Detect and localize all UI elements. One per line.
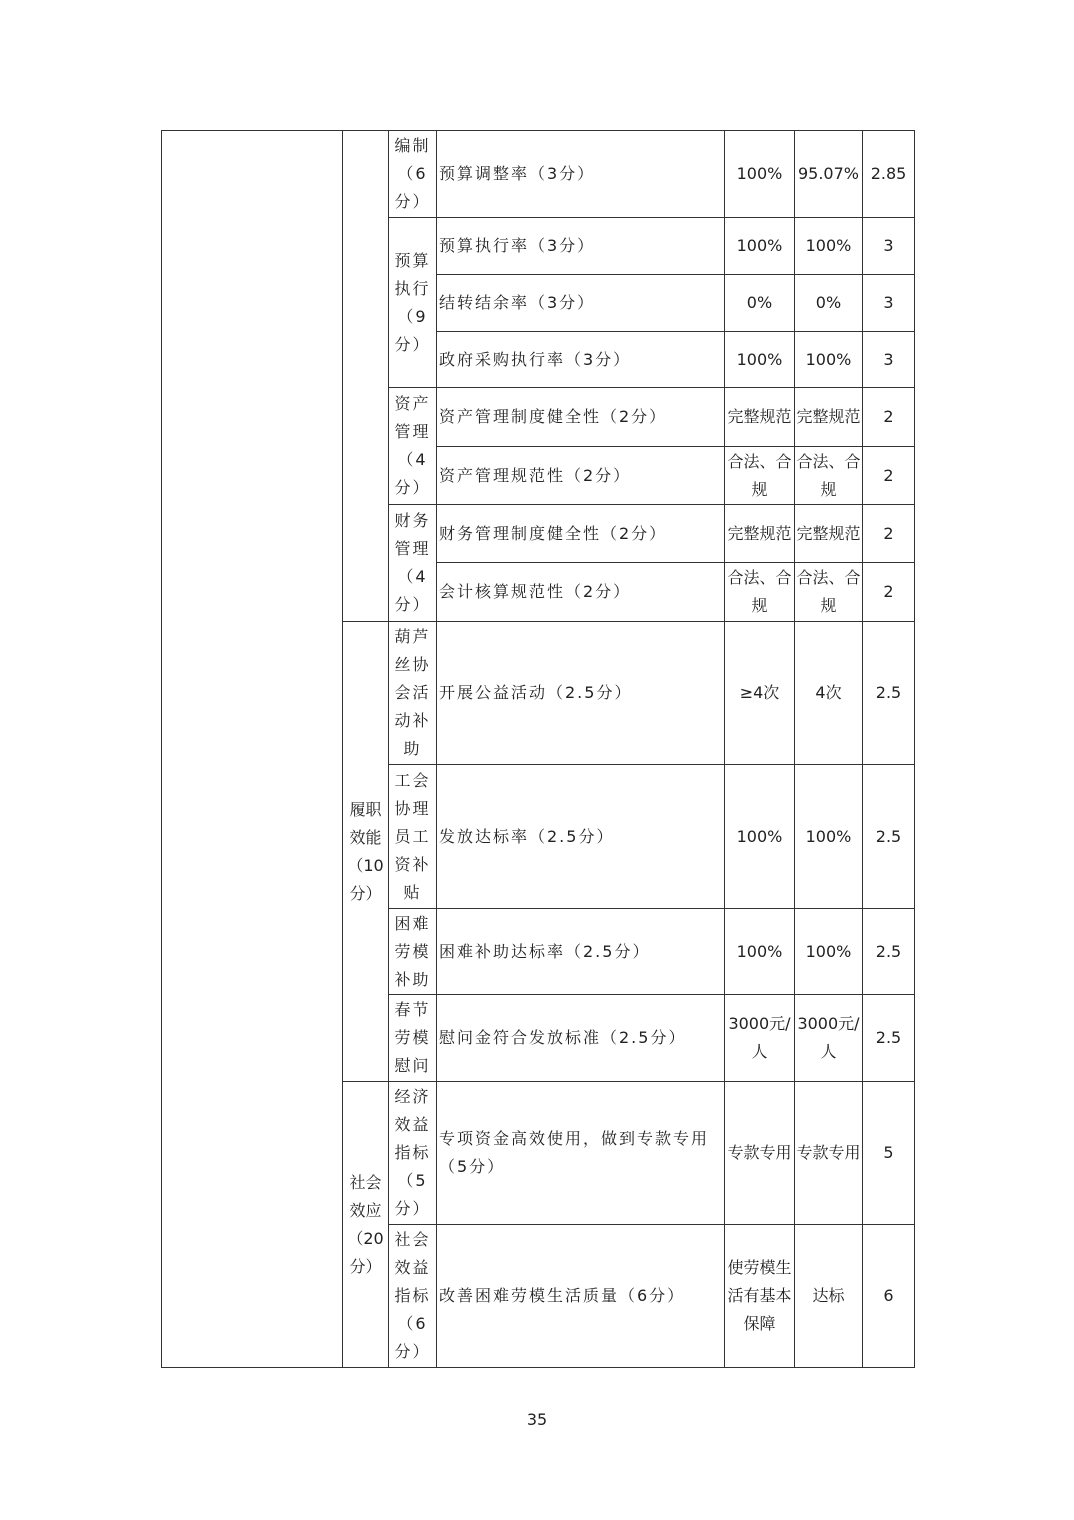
target-cell: 100% bbox=[725, 332, 795, 388]
sub-category-cell: 编制（6分） bbox=[389, 131, 437, 218]
score-cell: 3 bbox=[863, 332, 915, 388]
blank-cell bbox=[162, 131, 343, 1368]
category-cell: 社会效应（20分） bbox=[343, 1082, 389, 1368]
score-cell: 5 bbox=[863, 1082, 915, 1225]
target-cell: ≥4次 bbox=[725, 622, 795, 765]
indicator-cell: 资产管理规范性（2分） bbox=[437, 447, 725, 505]
actual-cell: 专款专用 bbox=[795, 1082, 863, 1225]
score-cell: 6 bbox=[863, 1225, 915, 1368]
sub-category-cell: 财务管理（4分） bbox=[389, 505, 437, 622]
target-cell: 完整规范 bbox=[725, 505, 795, 563]
indicator-cell: 预算调整率（3分） bbox=[437, 131, 725, 218]
indicator-cell: 资产管理制度健全性（2分） bbox=[437, 388, 725, 447]
indicator-cell: 开展公益活动（2.5分） bbox=[437, 622, 725, 765]
target-cell: 使劳模生活有基本保障 bbox=[725, 1225, 795, 1368]
target-cell: 100% bbox=[725, 218, 795, 275]
score-cell: 2.5 bbox=[863, 995, 915, 1082]
target-cell: 0% bbox=[725, 275, 795, 332]
actual-cell: 合法、合规 bbox=[795, 563, 863, 622]
sub-category-cell: 社会效益指标（6分） bbox=[389, 1225, 437, 1368]
sub-category-cell: 资产管理（4分） bbox=[389, 388, 437, 505]
score-cell: 2.5 bbox=[863, 765, 915, 909]
actual-cell: 100% bbox=[795, 332, 863, 388]
score-cell: 2 bbox=[863, 388, 915, 447]
score-cell: 2 bbox=[863, 447, 915, 505]
category-cell: 履职效能（10分） bbox=[343, 622, 389, 1082]
target-cell: 专款专用 bbox=[725, 1082, 795, 1225]
indicator-cell: 困难补助达标率（2.5分） bbox=[437, 909, 725, 995]
target-cell: 合法、合规 bbox=[725, 563, 795, 622]
sub-category-cell: 经济效益指标（5分） bbox=[389, 1082, 437, 1225]
indicator-cell: 慰问金符合发放标准（2.5分） bbox=[437, 995, 725, 1082]
target-cell: 合法、合规 bbox=[725, 447, 795, 505]
actual-cell: 95.07% bbox=[795, 131, 863, 218]
target-cell: 100% bbox=[725, 765, 795, 909]
actual-cell: 完整规范 bbox=[795, 505, 863, 563]
sub-category-cell: 困难劳模补助 bbox=[389, 909, 437, 995]
sub-category-cell: 预算执行（9分） bbox=[389, 218, 437, 388]
score-cell: 3 bbox=[863, 275, 915, 332]
score-cell: 2.5 bbox=[863, 909, 915, 995]
indicator-cell: 政府采购执行率（3分） bbox=[437, 332, 725, 388]
indicator-cell: 财务管理制度健全性（2分） bbox=[437, 505, 725, 563]
indicator-cell: 改善困难劳模生活质量（6分） bbox=[437, 1225, 725, 1368]
blank-cell bbox=[343, 131, 389, 622]
indicator-cell: 会计核算规范性（2分） bbox=[437, 563, 725, 622]
indicator-cell: 结转结余率（3分） bbox=[437, 275, 725, 332]
actual-cell: 达标 bbox=[795, 1225, 863, 1368]
score-cell: 2.5 bbox=[863, 622, 915, 765]
score-cell: 2 bbox=[863, 563, 915, 622]
target-cell: 3000元/人 bbox=[725, 995, 795, 1082]
indicator-cell: 专项资金高效使用，做到专款专用（5分） bbox=[437, 1082, 725, 1225]
sub-category-cell: 工会协理员工资补贴 bbox=[389, 765, 437, 909]
actual-cell: 3000元/人 bbox=[795, 995, 863, 1082]
target-cell: 100% bbox=[725, 131, 795, 218]
score-cell: 2 bbox=[863, 505, 915, 563]
actual-cell: 合法、合规 bbox=[795, 447, 863, 505]
indicator-cell: 发放达标率（2.5分） bbox=[437, 765, 725, 909]
score-cell: 3 bbox=[863, 218, 915, 275]
actual-cell: 4次 bbox=[795, 622, 863, 765]
actual-cell: 完整规范 bbox=[795, 388, 863, 447]
indicator-cell: 预算执行率（3分） bbox=[437, 218, 725, 275]
page-number: 35 bbox=[526, 1410, 548, 1429]
target-cell: 完整规范 bbox=[725, 388, 795, 447]
performance-table bbox=[161, 130, 915, 1368]
table-row bbox=[162, 131, 915, 218]
actual-cell: 100% bbox=[795, 765, 863, 909]
sub-category-cell: 葫芦丝协会活动补助 bbox=[389, 622, 437, 765]
actual-cell: 100% bbox=[795, 218, 863, 275]
actual-cell: 100% bbox=[795, 909, 863, 995]
actual-cell: 0% bbox=[795, 275, 863, 332]
sub-category-cell: 春节劳模慰问 bbox=[389, 995, 437, 1082]
score-cell: 2.85 bbox=[863, 131, 915, 218]
target-cell: 100% bbox=[725, 909, 795, 995]
